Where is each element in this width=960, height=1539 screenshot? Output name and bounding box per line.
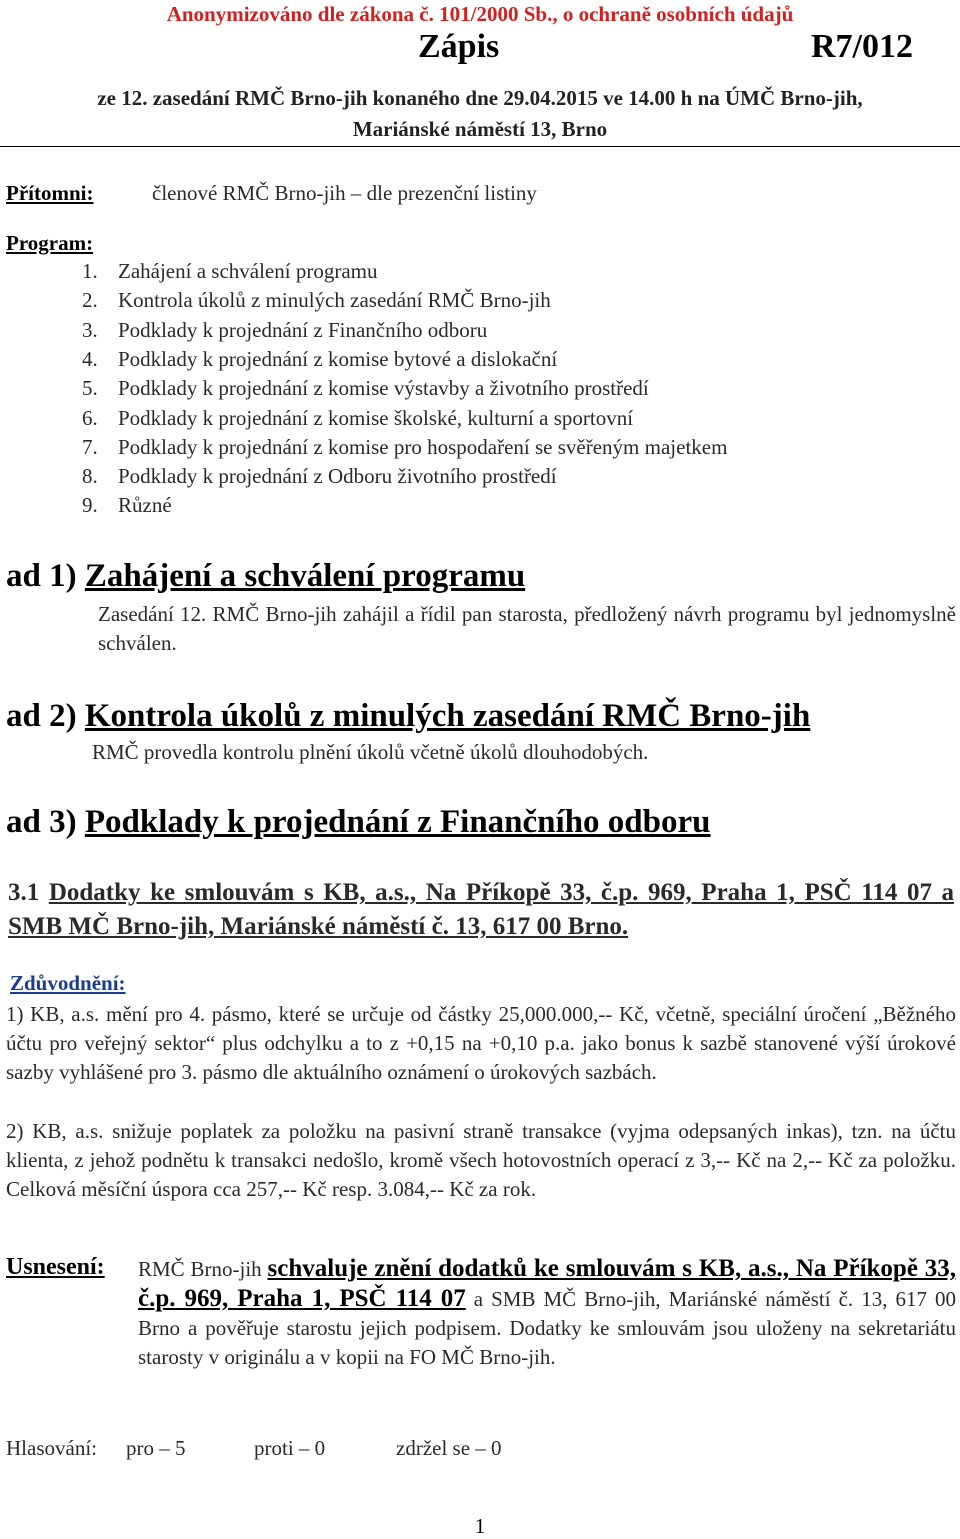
ad1-title: Zahájení a schválení programu xyxy=(84,558,526,594)
program-item-text: Různé xyxy=(118,493,172,518)
program-item-text: Podklady k projednání z komise pro hospodaření se svěřeným majetkem xyxy=(118,434,728,459)
program-item xyxy=(82,347,557,372)
program-item-text: Zahájení a schválení programu xyxy=(118,259,378,283)
resolution-label: Usnesení: xyxy=(6,1254,105,1280)
ad1-body: Zasedání 12. RMČ Brno-jih zahájil a řídil pan starosta, předložený návrh programu byl jednomyslně schválen. xyxy=(98,602,956,655)
program-item-text: Kontrola úkolů z minulých zasedání RMČ Brno-jih xyxy=(118,288,551,313)
voting-pro: pro – 5 xyxy=(126,1436,186,1460)
anonymization-notice: Anonymizováno dle zákona č. 101/2000 Sb., o ochraně osobních údajů xyxy=(166,2,794,26)
ad3-heading xyxy=(6,804,711,841)
ad2-prefix: ad 2) xyxy=(6,698,77,734)
program-item xyxy=(82,493,172,518)
reasoning-label: Zdůvodnění: xyxy=(10,971,126,995)
program-item-number: 7. xyxy=(82,434,98,459)
meeting-info-line1: ze 12. zasedání RMČ Brno-jih konaného dne 29.04.2015 ve 14.00 h na ÚMČ Brno-jih, xyxy=(97,86,863,110)
ad1-prefix: ad 1) xyxy=(6,558,77,594)
voting-proti: proti – 0 xyxy=(254,1436,326,1460)
program-item-text: Podklady k projednání z Odboru životního prostředí xyxy=(118,464,557,489)
program-item xyxy=(82,318,487,343)
resolution-approves: schvaluje znění dodatků ke smlouvám s KB, a.s., Na Příkopě 33, č.p. 969, Praha 1, PSČ 114 07 xyxy=(138,1255,956,1312)
attendance-value: členové RMČ Brno-jih – dle prezenční listiny xyxy=(152,181,537,205)
program-item-number: 1. xyxy=(82,259,98,283)
header-divider xyxy=(0,146,960,147)
program-item-number: 2. xyxy=(82,288,98,313)
program-item xyxy=(82,259,377,284)
resolution-text xyxy=(138,1254,956,1372)
program-item-text: Podklady k projednání z Finančního odboru xyxy=(118,317,488,342)
voting-label: Hlasování: xyxy=(6,1436,97,1460)
meeting-info-line2: Mariánské náměstí 13, Brno xyxy=(352,117,608,141)
program-item-number: 3. xyxy=(82,317,98,342)
program-item-number: 6. xyxy=(82,405,98,430)
program-item-text: Podklady k projednání z komise bytové a dislokační xyxy=(118,346,558,371)
attendance-label: Přítomni: xyxy=(6,181,94,205)
resolution-text-c: a SMB MČ Brno-jih, Mariánské náměstí č. 13, 617 00 Brno a pověřuje starostu jejich podpisem. Dodatky ke smlouvám jsou uloženy na sekretariátu starosty v originálu a v kopii na FO MČ Brno-jih. xyxy=(138,1287,956,1369)
document-title: Zápis xyxy=(418,28,500,65)
program-item-number: 5. xyxy=(82,376,98,401)
program-item xyxy=(82,406,633,431)
section-3-1-title: Dodatky ke smlouvám s KB, a.s., Na Příkopě 33, č.p. 969, Praha 1, PSČ 114 07 a SMB MČ Brno-jih, Mariánské náměstí č. 13, 617 00 Brno. xyxy=(8,879,955,940)
section-3-1-number: 3.1 xyxy=(8,879,40,906)
resolution-text-a: RMČ Brno-jih xyxy=(138,1257,268,1281)
program-item-text: Podklady k projednání z komise výstavby a životního prostředí xyxy=(118,376,649,401)
ad3-prefix: ad 3) xyxy=(6,804,77,840)
ad3-title: Podklady k projednání z Finančního odboru xyxy=(84,804,711,840)
program-label: Program: xyxy=(6,231,94,255)
voting-abstain: zdržel se – 0 xyxy=(396,1436,502,1460)
ad2-body: RMČ provedla kontrolu plnění úkolů včetně úkolů dlouhodobých. xyxy=(92,740,649,764)
program-item-number: 9. xyxy=(82,493,98,518)
program-item-number: 8. xyxy=(82,464,98,489)
ad2-heading xyxy=(6,698,810,735)
page-number: 1 xyxy=(474,1514,486,1538)
program-item-number: 4. xyxy=(82,346,98,371)
section-3-1-heading xyxy=(8,876,954,944)
program-item xyxy=(82,288,551,313)
reasoning-point-1: 1) KB, a.s. mění pro 4. pásmo, které se určuje od částky 25,000.000,-- Kč, včetně, speciální úročení „Běžného účtu pro veřejný sektor“ plus odchylku a to z +0,15 na +0,10 p.a. jako bonus k sazbě stanovené výší úrokové sazby vyhlášené pro 3. pásmo dle aktuálního oznámení o úrokových sazbách. xyxy=(6,1002,956,1084)
ad1-heading xyxy=(6,558,525,595)
ad2-title: Kontrola úkolů z minulých zasedání RMČ Brno-jih xyxy=(84,698,811,734)
program-item xyxy=(82,376,649,401)
reasoning-point-2: 2) KB, a.s. snižuje poplatek za položku na pasivní straně transakce (vyjma odepsaných inkas), tzn. na účtu klienta, z jehož podnětu k transakci nedošlo, kromě všech hotovostních operací z 3,-- Kč na 2,-- Kč za položku. Celková měsíční úspora cca 257,-- Kč resp. 3.084,-- Kč za rok. xyxy=(6,1119,956,1201)
program-item-text: Podklady k projednání z komise školské, kulturní a sportovní xyxy=(118,405,634,430)
program-item xyxy=(82,464,557,489)
program-item xyxy=(82,435,727,460)
document-reference: R7/012 xyxy=(811,28,913,65)
